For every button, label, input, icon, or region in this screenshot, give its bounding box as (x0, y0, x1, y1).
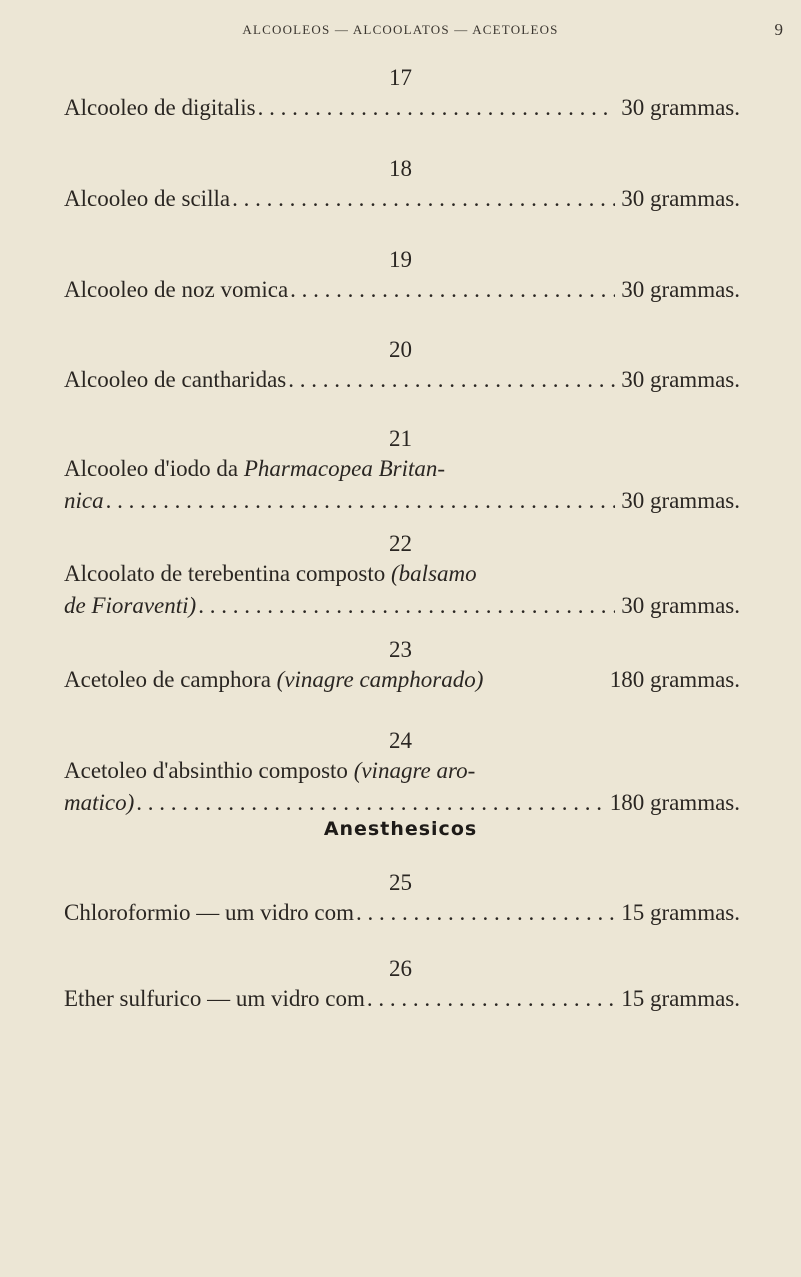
entry-line (64, 364, 740, 396)
entry-text-plain: Alcooleo d'iodo da (64, 456, 244, 481)
entry-line-1 (64, 453, 740, 485)
leader-dots (288, 364, 615, 396)
entry-line (64, 183, 740, 215)
entry-number: 17 (389, 65, 412, 90)
entry-20 (64, 336, 740, 396)
entry-text-italic: (balsamo (391, 561, 477, 586)
entry-text (64, 755, 475, 787)
entry-23 (64, 636, 740, 696)
entry-19 (64, 246, 740, 306)
leader-dots (367, 983, 615, 1015)
entry-text (64, 664, 483, 696)
page-number: 9 (774, 20, 783, 39)
entry-text (64, 453, 445, 485)
running-head: ALCOOLEOS — ALCOOLATOS — ACETOLEOS (242, 22, 559, 37)
entry-text: Alcooleo de cantharidas (64, 367, 287, 392)
section-heading: Anesthesicos (323, 818, 478, 840)
leader-dots (106, 485, 616, 517)
entry-text-italic: matico) (64, 790, 135, 815)
entry-quantity: 30 grammas. (621, 95, 740, 120)
entry-number: 20 (389, 337, 412, 362)
leader-dots (136, 787, 603, 819)
entry-quantity: 180 grammas. (609, 667, 740, 692)
entry-text-italic: (vinagre camphorado) (276, 667, 484, 692)
entry-25 (64, 869, 740, 929)
entry-line-2 (64, 590, 740, 622)
entry-line (64, 664, 740, 696)
entry-quantity: 180 grammas. (609, 790, 740, 815)
entry-number: 25 (389, 870, 412, 895)
entry-text: Ether sulfurico — um vidro com (64, 986, 365, 1011)
entry-text: Alcooleo de digitalis (64, 95, 256, 120)
leader-dots (258, 92, 616, 124)
entry-text (64, 558, 477, 590)
entry-line (64, 92, 740, 124)
entry-text-italic: de Fioraventi) (64, 593, 197, 618)
entry-number: 24 (389, 728, 412, 753)
entry-24 (64, 727, 740, 819)
entry-quantity: 15 grammas. (621, 986, 740, 1011)
leader-dots (290, 274, 615, 306)
entry-line-1 (64, 755, 740, 787)
entry-number: 18 (389, 156, 412, 181)
entry-quantity: 30 grammas. (621, 186, 740, 211)
entry-text-plain: Acetoleo de camphora (64, 667, 277, 692)
entry-number: 21 (389, 426, 412, 451)
entry-line-2 (64, 787, 740, 819)
entry-quantity: 30 grammas. (621, 488, 740, 513)
entry-quantity: 30 grammas. (621, 277, 740, 302)
entry-quantity: 30 grammas. (621, 367, 740, 392)
entry-22 (64, 530, 740, 622)
entry-line (64, 897, 740, 929)
entry-line-1 (64, 558, 740, 590)
entry-text-italic: (vinagre aro- (353, 758, 476, 783)
entry-text-italic: Pharmacopea Britan- (243, 456, 446, 481)
entry-number: 19 (389, 247, 412, 272)
entry-quantity: 30 grammas. (621, 593, 740, 618)
leader-dots (198, 590, 615, 622)
entry-text-italic: nica (64, 488, 104, 513)
entry-number: 23 (389, 637, 412, 662)
entry-21 (64, 425, 740, 517)
leader-dots (232, 183, 615, 215)
entry-26 (64, 955, 740, 1015)
entry-text-plain: Acetoleo d'absinthio composto (64, 758, 354, 783)
entry-line (64, 983, 740, 1015)
leader-dots (356, 897, 615, 929)
entry-text: Alcooleo de noz vomica (64, 277, 289, 302)
entry-number: 26 (389, 956, 412, 981)
entry-text: Alcooleo de scilla (64, 186, 231, 211)
entry-17 (64, 64, 740, 124)
entry-text-plain: Alcoolato de terebentina composto (64, 561, 392, 586)
entry-number: 22 (389, 531, 412, 556)
entry-quantity: 15 grammas. (621, 900, 740, 925)
entry-line (64, 274, 740, 306)
entry-text: Chloroformio — um vidro com (64, 900, 355, 925)
entry-18 (64, 155, 740, 215)
entry-line-2 (64, 485, 740, 517)
